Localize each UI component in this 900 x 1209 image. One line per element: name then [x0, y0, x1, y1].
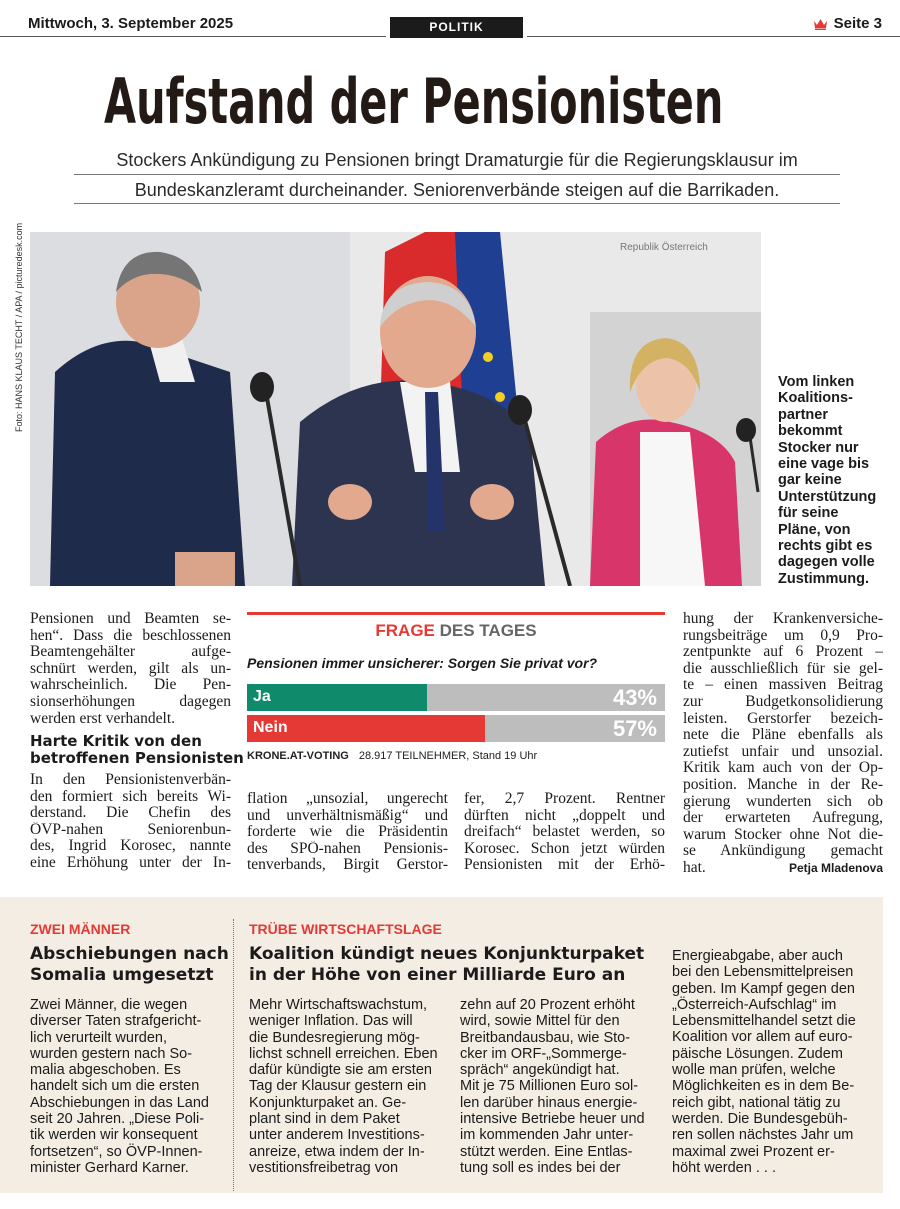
poll-participants: 28.917 TEILNEHMER, Stand 19 Uhr	[358, 750, 538, 762]
brief-line: stützt werden. Eine Entlas-	[460, 1143, 633, 1160]
brief-divider	[233, 919, 234, 1191]
poll-option-label: Nein	[253, 719, 288, 736]
poll-footer	[247, 750, 537, 762]
body-line: den formiert sich bereits Wi-	[30, 788, 231, 805]
body-line: nete die Pläne ebenfalls als	[683, 727, 883, 744]
body-line: te – einen massiven Beitrag	[683, 677, 883, 694]
brief-line: weniger Inflation. Das will	[249, 1013, 413, 1030]
lead-rule-top	[74, 174, 840, 175]
caption-line: Koalitions-	[778, 390, 853, 407]
body-line: fer, 2,7 Prozent. Rentner	[464, 791, 665, 807]
caption-line: rechts gibt es	[778, 538, 873, 555]
brief-line: minister Gerhard Karner.	[30, 1159, 189, 1176]
body-line: leisten. Gerstorfer bezeich-	[683, 710, 883, 727]
brief-line: ren sollen nächstes Jahr um	[672, 1127, 854, 1144]
headline: Aufstand der Pensionisten	[104, 66, 724, 139]
brief-line: maximal zwei Prozent er-	[672, 1143, 835, 1160]
brief-line: Abschiebungen in das Land	[30, 1094, 209, 1111]
body-line: tenverbands, Birgit Gerstor-	[247, 857, 448, 874]
brief-line: lich verurteilt wurden,	[30, 1029, 167, 1046]
brief-line: plant sind in dem Paket	[249, 1111, 400, 1128]
body-line: wahrscheinlich. Die Pen-	[30, 677, 231, 694]
body-line: warum Stocker ohne Not die-	[683, 826, 883, 843]
brief-line: len darüber hinaus energie-	[460, 1094, 638, 1111]
header-rule-left	[0, 36, 386, 37]
photo-illustration	[30, 232, 761, 586]
body-line: schnürt werden, gilt als un-	[30, 660, 231, 677]
brief-right-title	[249, 944, 644, 986]
brief-line: wolle man prüfen, welche	[672, 1062, 836, 1079]
brief-line: bei den Lebensmittelpreisen	[672, 964, 854, 981]
caption-line: gar keine	[778, 472, 842, 489]
brief-line: wurden gestern nach So-	[30, 1045, 193, 1062]
brief-right-kicker: TRÜBE WIRTSCHAFTSLAGE	[249, 921, 442, 937]
brief-left-kicker: ZWEI MÄNNER	[30, 921, 131, 937]
brief-line: spräch“ angekündigt hat.	[460, 1062, 620, 1079]
body-column-3	[464, 791, 665, 874]
brief-line: vestitionsfreibetrag von	[249, 1159, 399, 1176]
body-line: forderte wie die Präsidentin	[247, 824, 448, 841]
brief-line: päische Lösungen. Zudem	[672, 1045, 843, 1062]
body-line: der erwarteten Aufregung,	[683, 810, 883, 827]
body-line: Kritik kam auch von der Op-	[683, 760, 883, 777]
caption-line: Stocker nur	[778, 439, 859, 456]
brief-line: tik werden wir konsequent	[30, 1127, 198, 1144]
poll-source: KRONE.AT-VOTING	[247, 750, 349, 762]
caption-line: Pläne, von	[778, 521, 851, 538]
brief-line: diverser Taten strafgericht-	[30, 1013, 202, 1030]
body-line: des SPÖ-nahen Pensionis-	[247, 840, 448, 857]
section-label: POLITIK	[390, 17, 523, 38]
brief-line: Mit je 75 Millionen Euro sol-	[460, 1078, 639, 1095]
body-line: des, Ingrid Korosec, nannte	[30, 838, 231, 855]
page-number-text: Seite 3	[833, 15, 882, 32]
brief-line: tung soll es indes bei der	[460, 1159, 621, 1176]
caption-line: Zustimmung.	[778, 570, 870, 587]
body-line: zur Budgetkonsolidierung	[683, 693, 883, 710]
body-line: dreifach“ belastet werden, so	[464, 824, 665, 841]
body-line: hat.	[683, 859, 706, 876]
issue-date: Mittwoch, 3. September 2025	[28, 15, 234, 32]
poll-bar-yes	[247, 684, 665, 711]
caption-line: Vom linken	[778, 374, 855, 390]
lead-line-2: Bundeskanzleramt durcheinander. Seniorenverbände steigen auf die Barrikaden.	[134, 180, 780, 200]
body-column-2	[247, 791, 448, 874]
body-line: zutiefst unfair und unsozial.	[683, 743, 883, 760]
body-line: se Ankündigung gemacht	[683, 843, 883, 860]
poll-title-red: FRAGE	[375, 621, 435, 640]
poll-option-percent: 57%	[612, 716, 657, 741]
brief-line: unter anderem Investitions-	[249, 1127, 425, 1144]
brief-line: „Österreich-Aufschlag“ im	[672, 996, 837, 1013]
body-line: rungsbeiträge um 0,9 Pro-	[683, 627, 883, 644]
body-line-with-author	[683, 860, 883, 877]
body-line: Korosec. Schon jetzt würden	[464, 840, 665, 857]
brief-line: Mehr Wirtschaftswachstum,	[249, 997, 428, 1013]
body-line: hen“. Dass die beschlossenen	[30, 627, 231, 644]
brief-left-title	[30, 944, 229, 986]
poll-bar-yes-fill	[247, 684, 427, 711]
subheading	[30, 733, 244, 767]
poll-question: Pensionen immer unsicherer: Sorgen Sie privat vor?	[247, 655, 598, 671]
lead-rule-bottom	[74, 203, 840, 204]
subheading-line: Harte Kritik von den	[30, 732, 202, 750]
caption-line: dagegen volle	[778, 554, 875, 571]
crown-icon	[813, 18, 828, 30]
brief-line: reich gibt, national tätig zu	[672, 1094, 841, 1111]
body-line: sionserhöhungen dagegen	[30, 693, 231, 710]
brief-right-col-a	[249, 997, 438, 1176]
poll-bar-no	[247, 715, 665, 742]
photo-credit: Foto: HANS KLAUS TECHT / APA / picturedesk.com	[14, 222, 24, 432]
body-line: dürften nicht „doppelt und	[464, 807, 665, 824]
brief-left-body	[30, 997, 209, 1176]
body-line: Pensionisten mit der Erhö-	[464, 857, 665, 874]
subheading-line: betroffenen Pensionisten	[30, 749, 244, 767]
body-line: hung der Krankenversiche-	[683, 611, 883, 627]
brief-line: Lebensmittelhandel setzt die	[672, 1013, 856, 1030]
brief-line: wird, sowie Mittel für den	[460, 1013, 620, 1030]
brief-line: im kommenden Jahr unter-	[460, 1127, 634, 1144]
body-line: und unverhältnismäßig“ und	[247, 807, 448, 824]
header-rule-right	[527, 36, 900, 37]
author-name: Petja Mladenova	[788, 860, 883, 875]
brief-line: Koalition vor allem auf euro-	[672, 1029, 853, 1046]
body-line: ÖVP-nahen Seniorenbun-	[30, 821, 231, 838]
brief-line: fortsetzen“, so ÖVP-Innen-	[30, 1143, 203, 1160]
brief-line: seit 20 Jahren. „Diese Poli-	[30, 1111, 205, 1128]
wall-sign: Republik Österreich	[620, 242, 708, 253]
body-column-1b	[30, 772, 231, 872]
poll-top-rule	[247, 612, 665, 615]
brief-title-line: Somalia umgesetzt	[30, 965, 214, 985]
caption-line: Unterstützung	[778, 488, 877, 505]
brief-line: intensive Betriebe heuer und	[460, 1111, 645, 1128]
brief-right-col-b	[460, 997, 645, 1176]
brief-title-line: Abschiebungen nach	[30, 944, 229, 964]
poll-option-percent: 43%	[612, 685, 657, 710]
body-line: flation „unsozial, ungerecht	[247, 791, 448, 807]
poll-title-rest: DES TAGES	[434, 621, 537, 640]
caption-line: für seine	[778, 505, 839, 522]
body-line: die ausschließlich für sie gel-	[683, 660, 883, 677]
body-line: eine Erhöhung unter der In-	[30, 854, 231, 871]
brief-title-line: in der Höhe von einer Milliarde Euro an	[249, 965, 626, 985]
brief-right-col-c	[672, 948, 856, 1176]
body-line: zentpunkte auf 6 Prozent –	[683, 644, 883, 661]
body-column-4	[683, 611, 883, 877]
brief-line: geben. Im Kampf gegen den	[672, 980, 855, 997]
brief-line: cker im ORF-„Sommerge-	[460, 1045, 627, 1062]
body-line: gierung wunderten sich ob	[683, 793, 883, 810]
press-photo	[30, 232, 761, 586]
body-line: In den Pensionistenverbän-	[30, 772, 231, 788]
brief-line: Energieabgabe, aber auch	[672, 948, 843, 964]
body-line: derstand. Die Chefin des	[30, 805, 231, 822]
brief-line: Tag der Klausur gestern ein	[249, 1078, 427, 1095]
brief-line: Möglichkeiten es in dem Be-	[672, 1078, 855, 1095]
brief-line: dafür kündigte sie am ersten	[249, 1062, 432, 1079]
brief-line: malia abgeschoben. Es	[30, 1062, 181, 1079]
brief-line: zehn auf 20 Prozent erhöht	[460, 997, 635, 1013]
brief-line: lichst schnell erreichen. Eben	[249, 1045, 438, 1062]
brief-line: anreize, etwa indem der In-	[249, 1143, 425, 1160]
brief-line: Breitbandausbau, wie Sto-	[460, 1029, 631, 1046]
body-line: position. Manche in der Re-	[683, 776, 883, 793]
brief-line: Zwei Männer, die wegen	[30, 997, 188, 1013]
caption-line: partner	[778, 406, 828, 423]
body-line: Beamtengehälter aufge-	[30, 644, 231, 661]
brief-line: höht werden . . .	[672, 1159, 776, 1176]
caption-line: eine vage bis	[778, 456, 870, 473]
brief-line: handelt sich um die ersten	[30, 1078, 200, 1095]
photo-caption	[778, 374, 893, 587]
caption-line: bekommt	[778, 423, 843, 440]
brief-line: werden. Die Bundesgebüh-	[672, 1110, 848, 1127]
poll-option-label: Ja	[253, 688, 271, 705]
body-column-1	[30, 611, 231, 727]
brief-title-line: Koalition kündigt neues Konjunkturpaket	[249, 944, 645, 964]
brief-line: die Bundesregierung mög-	[249, 1029, 420, 1046]
body-line: Pensionen und Beamten se-	[30, 611, 231, 627]
poll-title	[247, 621, 665, 641]
lead-line-1: Stockers Ankündigung zu Pensionen bringt Dramaturgie für die Regierungsklausur im	[116, 150, 798, 170]
page-number	[813, 15, 882, 32]
brief-line: Konjunkturpaket an. Ge-	[249, 1094, 407, 1111]
body-line: werden erst verhandelt.	[30, 710, 176, 727]
